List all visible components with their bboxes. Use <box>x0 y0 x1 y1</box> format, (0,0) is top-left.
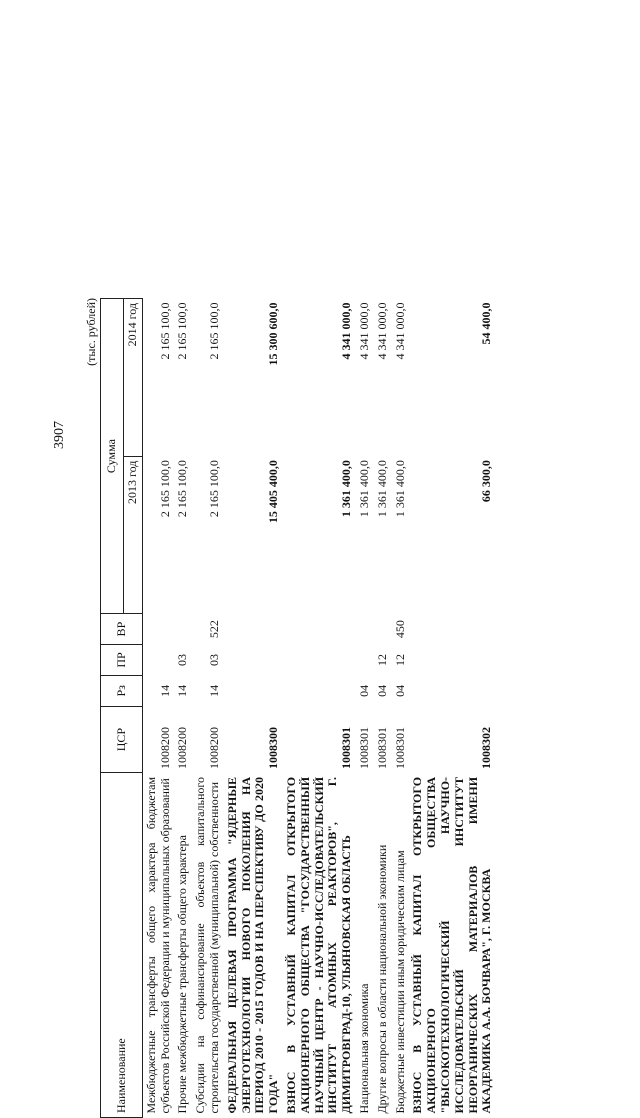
table-body <box>142 299 496 1118</box>
page-number: 3907 <box>52 421 67 449</box>
header-vr: ВР <box>101 614 143 645</box>
row-sum-2013: 1 361 400,0 <box>339 460 354 518</box>
row-vr <box>283 614 356 645</box>
row-csr: 1008301 <box>339 726 354 769</box>
table-row <box>174 299 192 1118</box>
row-rz: 14 <box>175 684 190 697</box>
header-name: Наименование <box>101 773 143 1118</box>
row-name: ВЗНОС В УСТАВНЫЙ КАПИТАЛ ОТКРЫТОГО АКЦИОНЕРНОГО ОБЩЕСТВА "ВЫСОКОТЕХНОЛОГИЧЕСКИЙ НАУЧНО-ИССЛЕДОВАТЕЛЬСКИЙ ИНСТИТУТ НЕОРГАНИЧЕСКИХ МАТЕРИАЛОВ ИМЕНИ АКАДЕМИКА А.А. БОЧВАРА", Г. МОСКВА <box>410 776 494 1114</box>
row-sum-2013: 1 361 400,0 <box>356 460 371 518</box>
row-csr: 1008302 <box>479 726 494 769</box>
row-sum-2013: 15 405 400,0 <box>266 460 281 524</box>
table-row <box>224 299 283 1118</box>
row-sum-2014: 2 165 100,0 <box>175 302 190 360</box>
row-sum-2013: 66 300,0 <box>479 460 494 503</box>
row-name: Субсидии на софинансирование объектов капитального строительства государственной (муниципальной) собственности <box>193 776 221 1114</box>
row-sum-2014: 4 341 000,0 <box>356 302 371 360</box>
row-sum-2014: 2 165 100,0 <box>206 302 221 360</box>
row-rz: 04 <box>374 684 389 697</box>
row-pr <box>283 645 356 676</box>
budget-table-block <box>84 298 640 1118</box>
row-csr: 1008301 <box>374 726 389 769</box>
row-rz: 04 <box>392 684 407 697</box>
row-csr: 1008301 <box>392 726 407 769</box>
row-name: ВЗНОС В УСТАВНЫЙ КАПИТАЛ ОТКРЫТОГО АКЦИОНЕРНОГО ОБЩЕСТВА "ГОСУДАРСТВЕННЫЙ НАУЧНЫЙ ЦЕНТР - НАУЧНО-ИССЛЕДОВАТЕЛЬСКИЙ ИНСТИТУТ АТОМНЫХ РЕАКТОРОВ", Г. ДИМИТРОВГРАД-10, УЛЬЯНОВСКАЯ ОБЛАСТЬ <box>283 776 354 1114</box>
row-vr <box>409 614 496 645</box>
row-sum-2014: 54 400,0 <box>479 302 494 345</box>
row-csr: 1008300 <box>266 726 281 769</box>
row-csr: 1008200 <box>157 726 172 769</box>
row-csr: 1008301 <box>356 726 371 769</box>
row-pr <box>224 645 283 676</box>
row-rz: 04 <box>356 684 371 697</box>
header-csr: ЦСР <box>101 706 143 773</box>
header-rz: Рз <box>101 675 143 706</box>
row-name: Межбюджетные трансферты общего характера бюджетам субъектов Российской Федерации и муниципальных образований <box>143 776 172 1114</box>
row-rz <box>224 675 283 706</box>
row-name: Бюджетные инвестиции иным юридическим лицам <box>392 850 407 1114</box>
row-sum-2013: 2 165 100,0 <box>206 460 221 518</box>
row-name: ФЕДЕРАЛЬНАЯ ЦЕЛЕВАЯ ПРОГРАММА "ЯДЕРНЫЕ ЭНЕРГОТЕХНОЛОГИИ НОВОГО ПОКОЛЕНИЯ НА ПЕРИОД 2010 - 2015 ГОДОВ И НА ПЕРСПЕКТИВУ ДО 2020 ГОДА" <box>224 776 281 1114</box>
table-row <box>142 299 174 1118</box>
row-sum-2013: 2 165 100,0 <box>157 460 172 518</box>
table-row <box>192 299 224 1118</box>
header-sum: Сумма <box>101 299 124 614</box>
row-pr: 12 <box>374 653 389 666</box>
table-row <box>409 299 496 1118</box>
table-row <box>356 299 374 1118</box>
row-pr <box>409 645 496 676</box>
row-sum-2014: 2 165 100,0 <box>157 302 172 360</box>
row-vr <box>224 614 283 645</box>
row-rz <box>409 675 496 706</box>
row-sum-2014: 4 341 000,0 <box>339 302 354 360</box>
row-vr <box>174 614 192 645</box>
row-name: Другие вопросы в области национальной экономики <box>374 844 389 1114</box>
row-csr: 1008200 <box>175 726 190 769</box>
row-name: Прочие межбюджетные трансферты общего характера <box>175 835 190 1114</box>
table-row <box>392 299 410 1118</box>
row-vr: 522 <box>206 620 221 639</box>
budget-table <box>100 298 496 1118</box>
table-row <box>283 299 356 1118</box>
header-2013: 2013 год <box>124 456 143 614</box>
row-pr: 03 <box>175 653 190 666</box>
row-pr <box>142 645 174 676</box>
header-2014: 2014 год <box>124 299 143 457</box>
row-vr <box>356 614 374 645</box>
row-sum-2014: 15 300 600,0 <box>266 302 281 366</box>
header-pr: ПР <box>101 645 143 676</box>
row-sum-2013: 2 165 100,0 <box>175 460 190 518</box>
row-sum-2013: 1 361 400,0 <box>392 460 407 518</box>
row-sum-2014: 4 341 000,0 <box>392 302 407 360</box>
row-rz: 14 <box>206 684 221 697</box>
row-vr <box>142 614 174 645</box>
row-vr: 450 <box>392 620 407 639</box>
row-csr: 1008200 <box>206 726 221 769</box>
row-pr: 12 <box>392 653 407 666</box>
row-rz: 14 <box>157 684 172 697</box>
unit-note: (тыс. рублей) <box>84 298 98 366</box>
row-pr: 03 <box>206 653 221 666</box>
row-pr <box>356 645 374 676</box>
row-sum-2014: 4 341 000,0 <box>374 302 389 360</box>
row-rz <box>283 675 356 706</box>
table-row <box>374 299 392 1118</box>
row-vr <box>374 614 392 645</box>
row-sum-2013: 1 361 400,0 <box>374 460 389 518</box>
row-name: Национальная экономика <box>356 983 371 1114</box>
